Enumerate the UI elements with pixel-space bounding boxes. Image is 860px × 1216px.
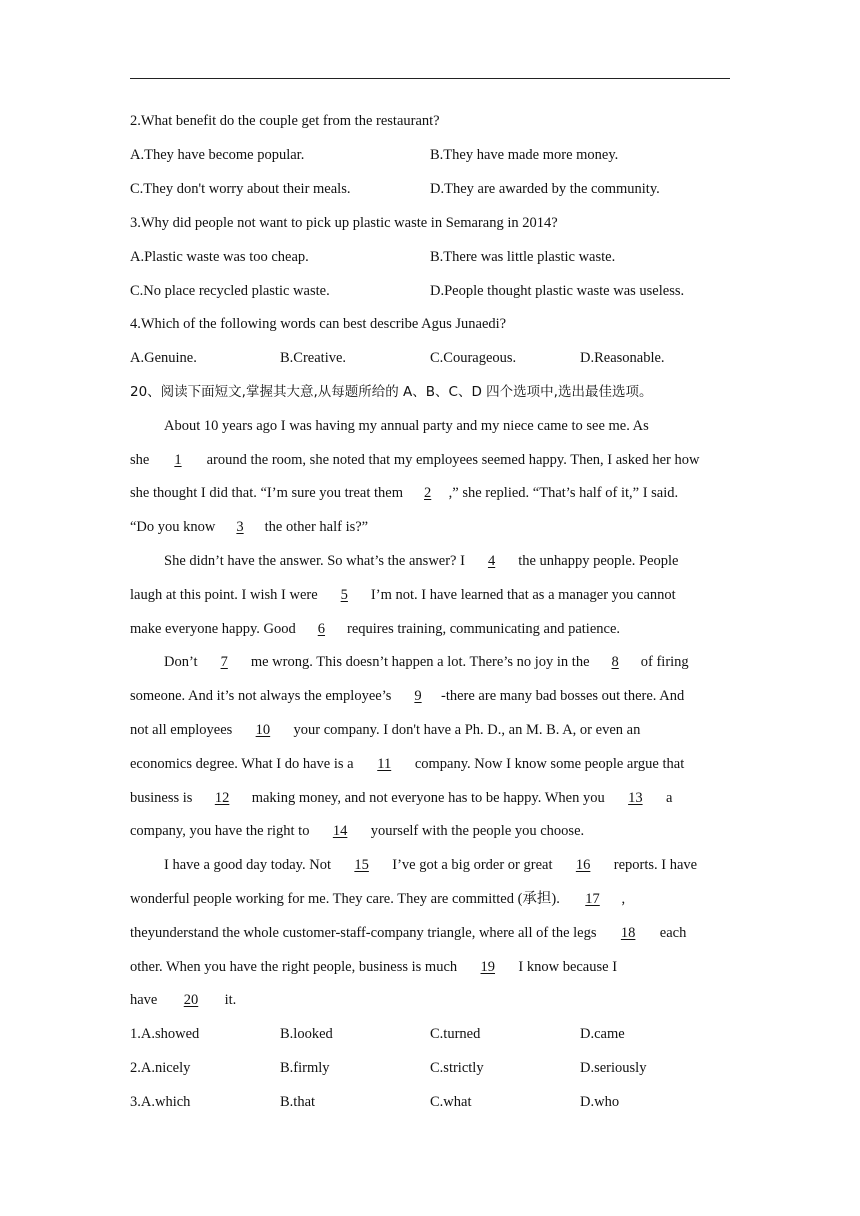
section-heading: 20、阅读下面短文,掌握其大意,从每题所给的 A、B、C、D 四个选项中,选出最佳选项。: [130, 384, 653, 400]
blank-3[interactable]: 3: [236, 519, 244, 535]
passage-line: “Do you know 3 the other half is?”: [130, 519, 369, 535]
passage-line: She didn’t have the answer. So what’s the answer? I 4 the unhappy people. People: [164, 553, 679, 569]
blank-12[interactable]: 12: [214, 790, 230, 806]
passage-line: have 20 it.: [130, 992, 237, 1008]
blank-20[interactable]: 20: [183, 992, 199, 1008]
passage-line: not all employees 10 your company. I don't have a Ph. D., an M. B. A, or even an: [130, 722, 641, 738]
option-b[interactable]: B.Creative.: [280, 350, 347, 366]
blank-18[interactable]: 18: [620, 925, 636, 941]
passage-line: business is 12 making money, and not everyone has to be happy. When you 13 a: [130, 790, 673, 806]
option-d[interactable]: D.who: [580, 1094, 620, 1110]
option-a[interactable]: 1.A.showed: [130, 1026, 200, 1042]
blank-19[interactable]: 19: [480, 959, 496, 975]
blank-11[interactable]: 11: [377, 756, 392, 772]
blank-15[interactable]: 15: [354, 857, 369, 873]
question-2-options-row2: [130, 179, 730, 199]
answer-row: [130, 1024, 730, 1044]
blank-10[interactable]: 10: [255, 722, 271, 738]
blank-13[interactable]: 13: [628, 790, 643, 806]
option-d[interactable]: D.They are awarded by the community.: [430, 181, 660, 197]
question-3-options: [130, 247, 730, 267]
blank-2[interactable]: 2: [424, 485, 432, 501]
blank-6[interactable]: 6: [317, 621, 326, 637]
blank-16[interactable]: 16: [575, 857, 591, 873]
passage-line: economics degree. What I do have is a 11 company. Now I know some people argue that: [130, 756, 685, 772]
option-c[interactable]: C.They don't worry about their meals.: [130, 181, 351, 197]
option-b[interactable]: B.They have made more money.: [430, 147, 619, 163]
answer-row: [130, 1092, 730, 1112]
option-a[interactable]: 3.A.which: [130, 1094, 191, 1110]
passage-line: she thought I did that. “I’m sure you treat them 2 ,” she replied. “That’s half of it,” I said.: [130, 485, 679, 501]
blank-1[interactable]: 1: [174, 452, 182, 468]
passage-line: she 1 around the room, she noted that my employees seemed happy. Then, I asked her how: [130, 452, 700, 468]
passage-line: About 10 years ago I was having my annual party and my niece came to see me. As: [164, 418, 649, 434]
option-c[interactable]: C.what: [430, 1094, 472, 1110]
option-d[interactable]: D.People thought plastic waste was useless.: [430, 283, 685, 299]
blank-9[interactable]: 9: [414, 688, 422, 704]
option-c[interactable]: C.strictly: [430, 1060, 484, 1076]
question-4-options: [130, 348, 730, 368]
blank-4[interactable]: 4: [487, 553, 496, 569]
option-c[interactable]: C.turned: [430, 1026, 481, 1042]
option-c[interactable]: C.No place recycled plastic waste.: [130, 283, 330, 299]
option-b[interactable]: B.looked: [280, 1026, 333, 1042]
passage-line: someone. And it’s not always the employee’s 9 -there are many bad bosses out there. And: [130, 688, 685, 704]
passage-line: Don’t 7 me wrong. This doesn’t happen a lot. There’s no joy in the 8 of firing: [164, 654, 689, 670]
passage-line: laugh at this point. I wish I were 5 I’m not. I have learned that as a manager you cannot: [130, 587, 676, 603]
blank-17[interactable]: 17: [585, 891, 600, 907]
option-b[interactable]: B.that: [280, 1094, 316, 1110]
question-3-stem: 3.Why did people not want to pick up plastic waste in Semarang in 2014?: [130, 215, 558, 231]
passage-line: make everyone happy. Good 6 requires training, communicating and patience.: [130, 621, 621, 637]
passage-line: wonderful people working for me. They care. They are committed (承担). 17 ,: [130, 891, 626, 907]
passage-line: company, you have the right to 14 yourself with the people you choose.: [130, 823, 585, 839]
option-a[interactable]: A.Genuine.: [130, 350, 197, 366]
blank-8[interactable]: 8: [611, 654, 619, 670]
question-2-options: [130, 145, 730, 165]
option-b[interactable]: B.firmly: [280, 1060, 330, 1076]
option-d[interactable]: D.seriously: [580, 1060, 647, 1076]
option-b[interactable]: B.There was little plastic waste.: [430, 249, 616, 265]
question-2-stem: 2.What benefit do the couple get from the restaurant?: [130, 113, 440, 129]
option-a[interactable]: A.They have become popular.: [130, 147, 305, 163]
question-4-stem: 4.Which of the following words can best describe Agus Junaedi?: [130, 316, 507, 332]
blank-5[interactable]: 5: [340, 587, 348, 603]
option-a[interactable]: A.Plastic waste was too cheap.: [130, 249, 309, 265]
answer-row: [130, 1058, 730, 1078]
passage-line: I have a good day today. Not 15 I’ve got a big order or great 16 reports. I have: [164, 857, 698, 873]
option-a[interactable]: 2.A.nicely: [130, 1060, 191, 1076]
passage-line: theyunderstand the whole customer-staff-company triangle, where all of the legs 18 each: [130, 925, 687, 941]
question-3-options-row2: [130, 281, 730, 301]
header-rule: [130, 78, 730, 79]
option-d[interactable]: D.Reasonable.: [580, 350, 665, 366]
option-d[interactable]: D.came: [580, 1026, 625, 1042]
blank-7[interactable]: 7: [220, 654, 228, 670]
blank-14[interactable]: 14: [332, 823, 348, 839]
option-c[interactable]: C.Courageous.: [430, 350, 517, 366]
passage-line: other. When you have the right people, business is much 19 I know because I: [130, 959, 618, 975]
